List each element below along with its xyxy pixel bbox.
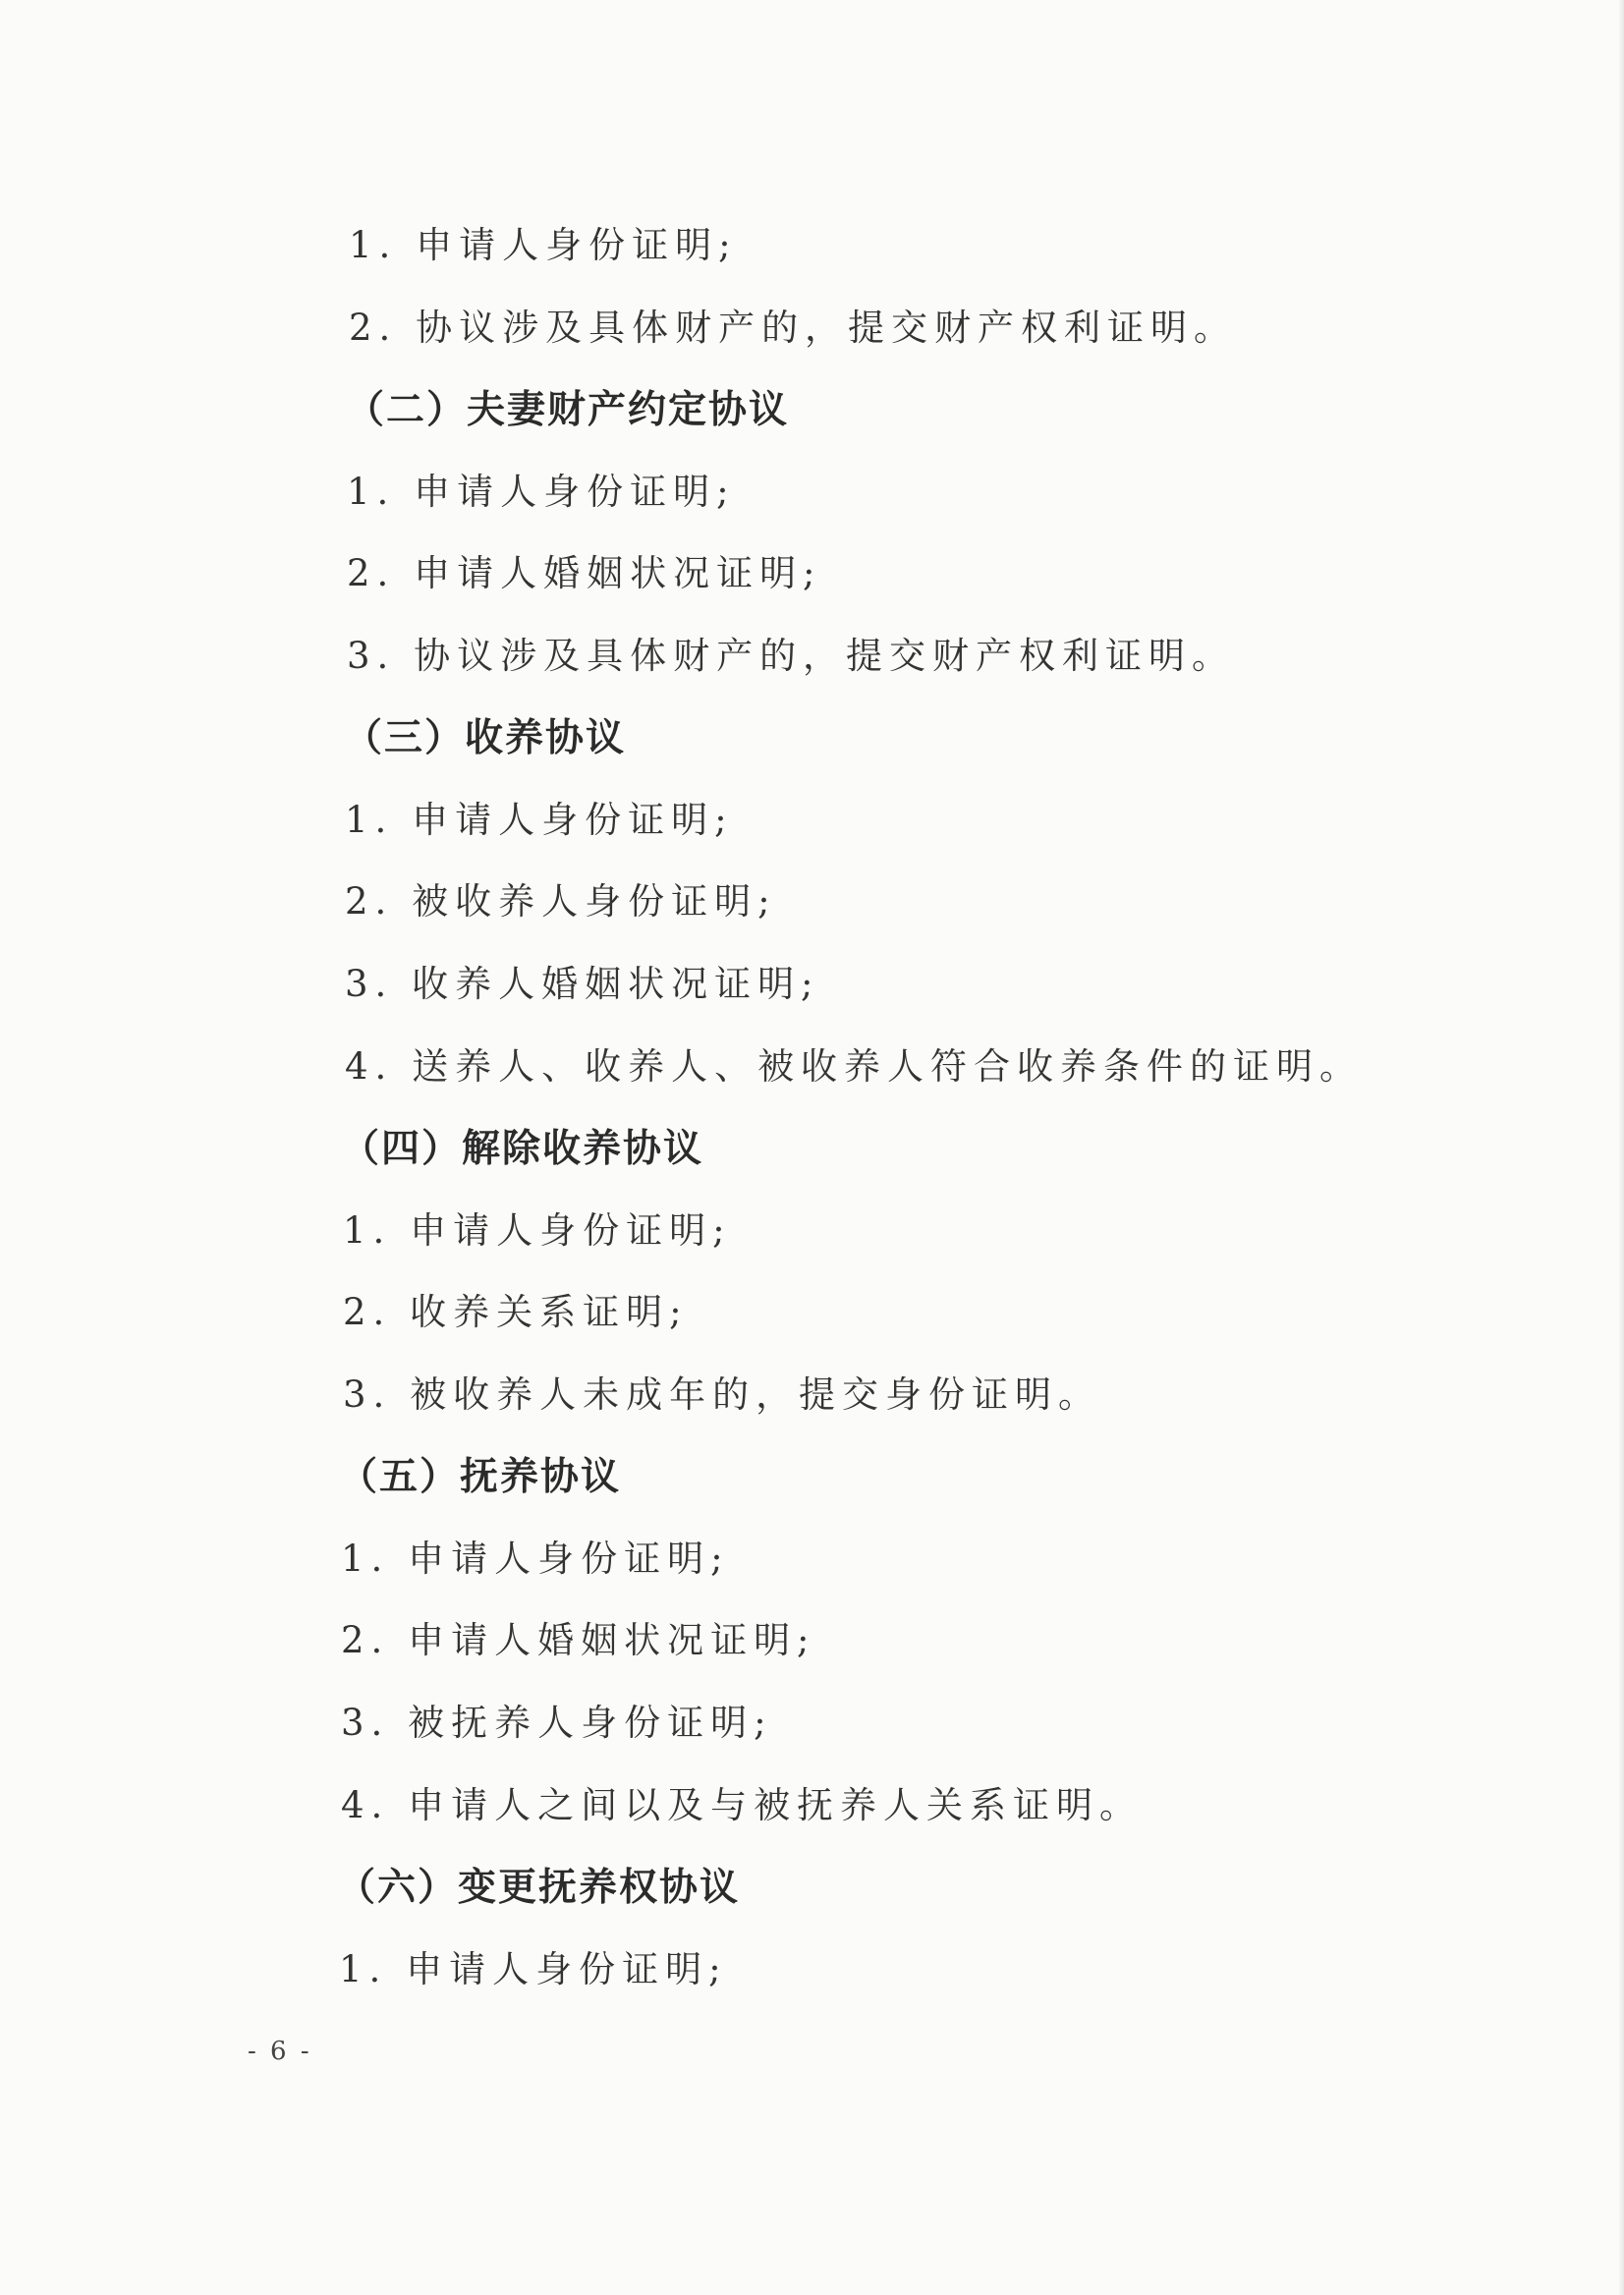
list-item: 2. 申请人婚姻状况证明; — [341, 1619, 816, 1661]
list-item: 2. 收养关系证明; — [343, 1291, 689, 1333]
section-heading: （六）变更抚养权协议 — [337, 1866, 741, 1910]
section-heading: （三）收养协议 — [344, 716, 627, 760]
list-item: 3. 收养人婚姻状况证明; — [345, 963, 820, 1005]
scan-edge-shadow — [1618, 0, 1624, 2295]
list-item: 3. 协议涉及具体财产的，提交财产权利证明。 — [347, 635, 1236, 677]
section-heading: （五）抚养协议 — [339, 1455, 622, 1499]
list-item: 1. 申请人身份证明; — [349, 224, 738, 266]
list-item: 1. 申请人身份证明; — [343, 1209, 732, 1252]
page-number: - 6 - — [248, 2037, 312, 2066]
section-heading: （二）夫妻财产约定协议 — [346, 388, 790, 432]
list-item: 3. 被抚养人身份证明; — [341, 1702, 773, 1744]
list-item: 2. 被收养人身份证明; — [345, 880, 777, 923]
list-item: 1. 申请人身份证明; — [339, 1948, 728, 1990]
list-item: 4. 申请人之间以及与被抚养人关系证明。 — [341, 1784, 1144, 1826]
list-item: 4. 送养人、收养人、被收养人符合收养条件的证明。 — [345, 1045, 1364, 1088]
list-item: 2. 协议涉及具体财产的，提交财产权利证明。 — [349, 307, 1238, 349]
list-item: 1. 申请人身份证明; — [345, 799, 734, 841]
list-item: 3. 被收养人未成年的，提交身份证明。 — [343, 1373, 1102, 1416]
list-item: 2. 申请人婚姻状况证明; — [347, 552, 822, 594]
list-item: 1. 申请人身份证明; — [341, 1538, 730, 1580]
section-heading: （四）解除收养协议 — [341, 1127, 704, 1171]
list-item: 1. 申请人身份证明; — [347, 471, 736, 513]
